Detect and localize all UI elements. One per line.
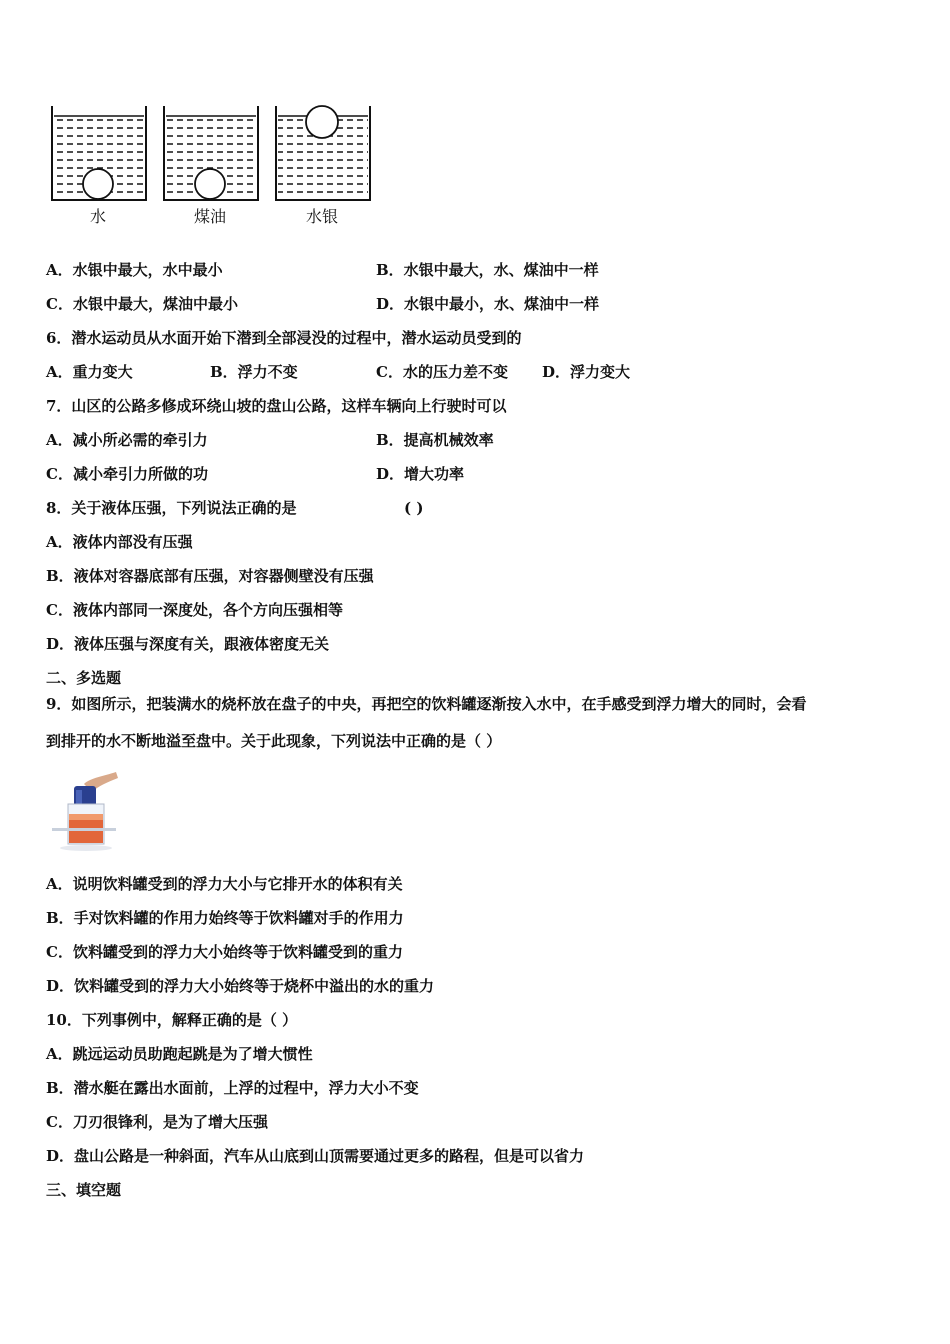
q8-option-d: D．液体压强与深度有关，跟液体密度无关 [46,635,330,653]
beakers-figure [46,100,376,235]
section-fill-blank-heading: 三、填空题 [46,1181,122,1199]
q9-option-d: D．饮料罐受到的浮力大小始终等于烧杯中溢出的水的重力 [46,977,435,995]
q7-stem: 7．山区的公路多修成环绕山坡的盘山公路，这样车辆向上行驶时可以 [46,397,507,415]
q5-option-b: B．水银中最大，水、煤油中一样 [376,261,599,279]
q9-option-c: C．饮料罐受到的浮力大小始终等于饮料罐受到的重力 [46,943,403,961]
q7-option-b: B．提高机械效率 [376,431,494,449]
label-mercury: 水银 [305,207,339,226]
q8-option-c: C．液体内部同一深度处，各个方向压强相等 [46,601,343,619]
can-beaker-illustration [48,770,120,854]
q6-option-c: C．水的压力差不变 [376,363,508,381]
q9-option-a: A．说明饮料罐受到的浮力大小与它排开水的体积有关 [46,875,403,893]
q7-option-c: C．减小牵引力所做的功 [46,465,208,483]
q6-option-b: B．浮力不变 [210,363,298,381]
label-water: 水 [89,207,107,226]
can-in-beaker-photo [48,770,120,854]
section-multiple-choice-heading: 二、多选题 [46,669,122,687]
beaker-kerosene [164,106,258,200]
q8-option-b: B．液体对容器底部有压强，对容器侧壁没有压强 [46,567,374,585]
q9-stem-line1: 9．如图所示，把装满水的烧杯放在盘子的中央，再把空的饮料罐逐渐按入水中，在手感受到浮力增大的同时，会看 [46,695,807,713]
ball-mercury [306,106,338,138]
q5-option-a: A．水银中最大，水中最小 [46,261,223,279]
q9-stem-line2: 到排开的水不断地溢至盘中。关于此现象，下列说法中正确的是（ ） [46,732,502,750]
q8-answer-blank: ( ) [404,499,424,517]
q9-option-b: B．手对饮料罐的作用力始终等于饮料罐对手的作用力 [46,909,404,927]
q10-stem: 10．下列事例中，解释正确的是（ ） [46,1011,298,1029]
q8-stem: 8．关于液体压强，下列说法正确的是 [46,499,297,517]
beaker-mercury [276,106,370,200]
q10-option-a: A．跳远运动员助跑起跳是为了增大惯性 [46,1045,313,1063]
q6-stem: 6．潜水运动员从水面开始下潜到全部浸没的过程中，潜水运动员受到的 [46,329,522,347]
beakers-diagram [46,100,376,235]
q6-option-d: D．浮力变大 [542,363,631,381]
q5-option-c: C．水银中最大，煤油中最小 [46,295,238,313]
label-kerosene: 煤油 [193,207,227,226]
q7-option-a: A．减小所必需的牵引力 [46,431,208,449]
q10-option-d: D．盘山公路是一种斜面，汽车从山底到山顶需要通过更多的路程，但是可以省力 [46,1147,585,1165]
q8-option-a: A．液体内部没有压强 [46,533,193,551]
q7-option-d: D．增大功率 [376,465,465,483]
q10-option-c: C．刀刃很锋利，是为了增大压强 [46,1113,268,1131]
q6-option-a: A．重力变大 [46,363,133,381]
ball-kerosene [195,169,225,199]
beaker-water [52,106,146,200]
ball-water [83,169,113,199]
q10-option-b: B．潜水艇在露出水面前，上浮的过程中，浮力大小不变 [46,1079,419,1097]
q5-option-d: D．水银中最小，水、煤油中一样 [376,295,600,313]
